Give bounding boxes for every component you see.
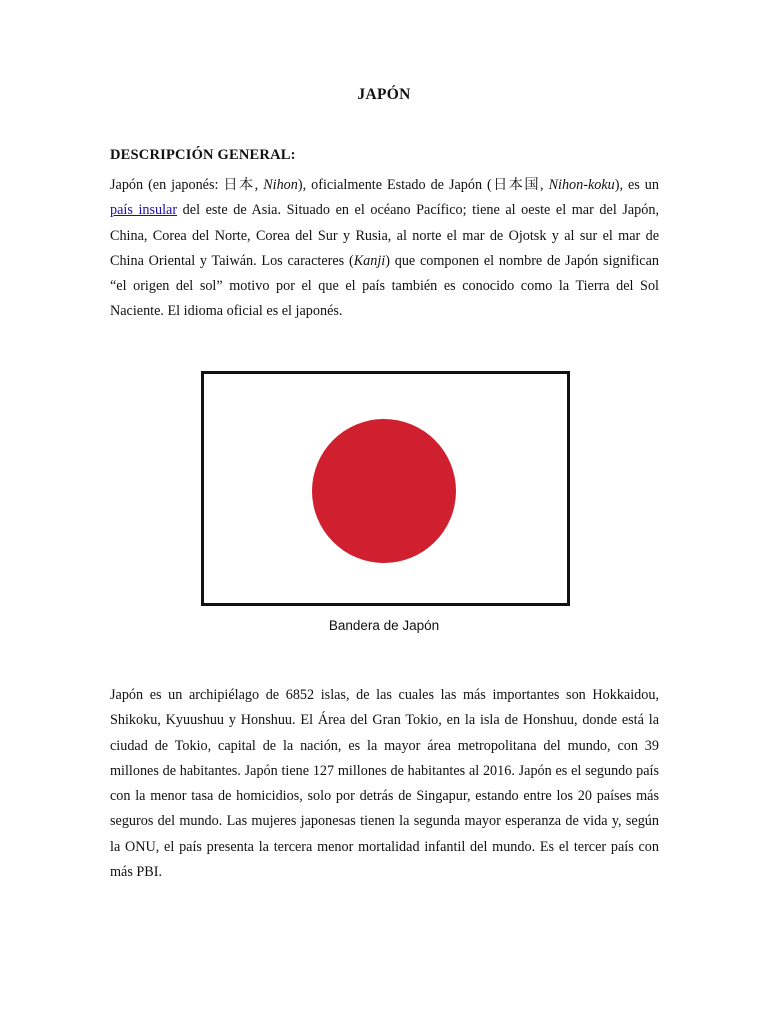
romaji-nihon: Nihon [263, 177, 298, 193]
section-heading: DESCRIPCIÓN GENERAL: [110, 147, 296, 163]
flag-sun-disc [312, 419, 456, 563]
kanji-nihon-koku: 日本国 [491, 177, 541, 193]
romaji-nihon-koku: Nihon-koku [548, 177, 615, 193]
paragraph-text: , [540, 177, 549, 193]
paragraph-text: Japón (en japonés: [110, 177, 224, 193]
paragraph-text: , [254, 177, 264, 193]
paragraph-archipelago: Japón es un archipiélago de 6852 islas, de las cuales las más importantes son Hokkaidou, Shikoku, Kyuushuu y Honshuu. El Área del Gran Tokio, en la isla de Honshuu, donde está la ciudad de Tokio, capital de la nación, es la mayor área metropolitana del mundo, con 39 millones de habitantes. Japón tiene 127 millones de habitantes al 2016. Japón es el segundo país con la menor tasa de homicidios, solo por detrás de Singapur, estando entre los 20 países más seguros del mundo. Las mujeres japonesas tienen la segunda mayor esperanza de vida y, según la ONU, el país presenta la tercera menor mortalidad infantil del mundo. Es el tercer país con más PBI. [110, 687, 659, 881]
paragraph-text: del este de Asia. Situado en el océano Pacífico; tiene al oeste el mar del Japón, China, Corea del Norte, Corea del Sur y Rusia, al norte el mar de Ojotsk y al sur el mar de China Oriental y Taiwán. Los caracteres ( [110, 202, 660, 269]
document-title: JAPÓN [357, 86, 411, 103]
flag-caption: Bandera de Japón [328, 618, 440, 633]
paragraph-general-description [110, 173, 659, 325]
kanji-nihon: 日本 [223, 177, 255, 193]
kanji-term: Kanji [353, 252, 386, 269]
paragraph-text: ), oficialmente Estado de Japón ( [297, 177, 492, 193]
pais-insular-link[interactable]: país insular [110, 202, 178, 219]
japan-flag-image [201, 371, 570, 606]
paragraph-text: ), es un [614, 177, 659, 193]
paragraph-text: ) que componen el nombre de Japón significan “el origen del sol” motivo por el que el país también es conocido como la Tierra del Sol Naciente. El idioma oficial es el japonés. [110, 252, 659, 320]
